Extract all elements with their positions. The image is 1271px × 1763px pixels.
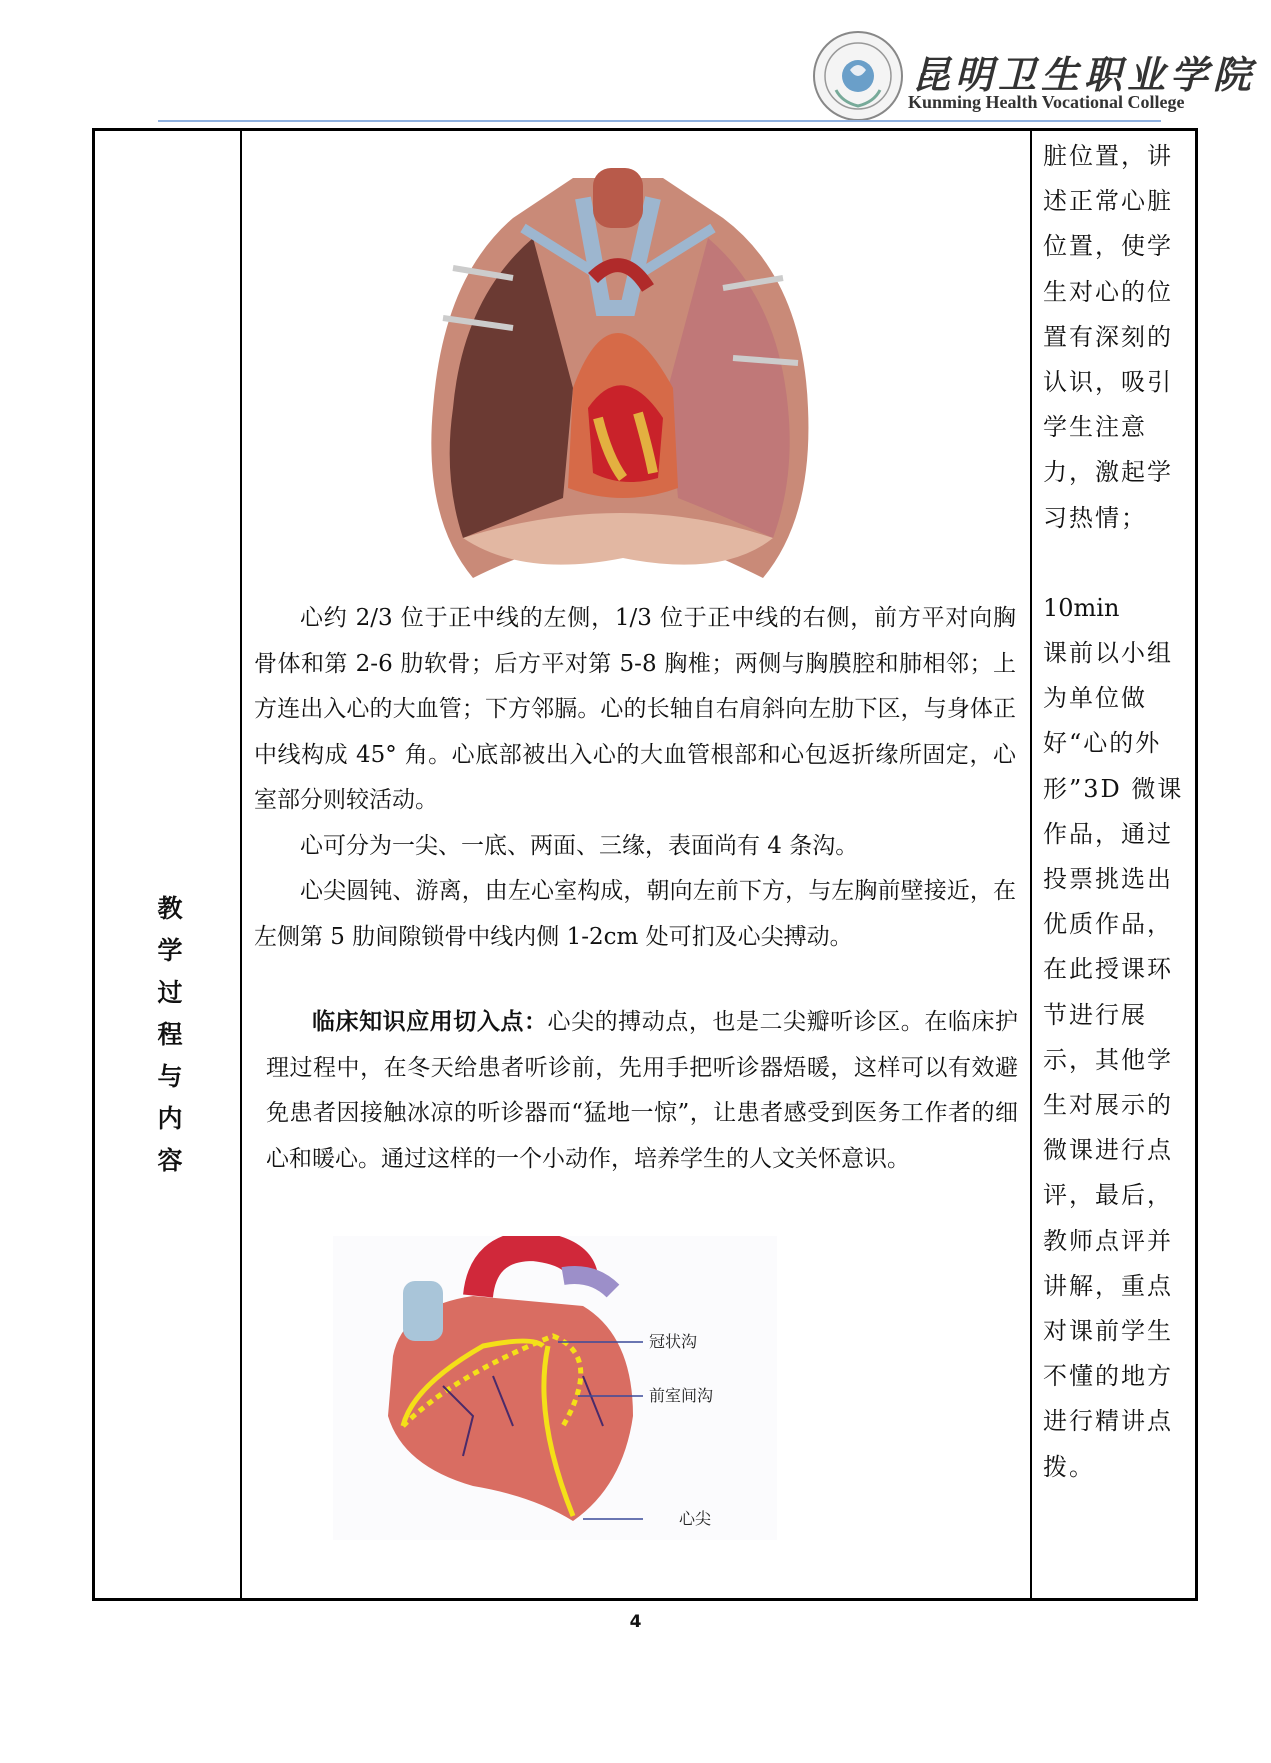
column-divider-right: [1030, 128, 1032, 1601]
paragraph-heart-structure: 心可分为一尖、一底、两面、三缘，表面尚有 4 条沟。: [300, 832, 859, 859]
college-name-en: Kunming Health Vocational College: [908, 92, 1185, 112]
paragraph-heart-apex: 心尖圆钝、游离，由左心室构成，朝向左前下方，与左胸前壁接近，在左侧第 5 肋间隙锁骨中线内侧 1-2cm 处可扪及心尖搏动。: [254, 878, 1016, 950]
section-label-char: 学: [157, 936, 183, 965]
paragraph-heart-position: 心约 2/3 位于正中线的左侧，1/3 位于正中线的右侧，前方平对向胸骨体和第 2-6 肋软骨；后方平对第 5-8 胸椎；两侧与胸膜腔和肺相邻；上方连出入心的大血管；下方邻膈。心的长轴自右肩斜向左肋下区，与身体正中线构成 45° 角。心底部被出入心的大血管根部和心包返折缘所固定，心室部分则较活动。: [254, 605, 1016, 813]
section-label-char: 过: [157, 978, 183, 1007]
main-content: [254, 596, 1016, 960]
note-time: 10min: [1043, 593, 1120, 622]
clinical-lead: 临床知识应用切入点：: [312, 1009, 548, 1035]
section-label: [152, 888, 188, 1182]
thorax-heart-illustration: [423, 158, 815, 590]
page-number: 4: [629, 1612, 642, 1632]
section-label-char: 容: [157, 1146, 183, 1175]
section-label-char: 程: [157, 1020, 183, 1049]
label-apex: 心尖: [679, 1509, 712, 1528]
label-coronary-sulcus: 冠状沟: [649, 1332, 698, 1351]
clinical-text: 心尖的搏动点，也是二尖瓣听诊区。在临床护理过程中，在冬天给患者听诊前，先用手把听诊器焐暖，这样可以有效避免患者因接触冰凉的听诊器而“猛地一惊”，让患者感受到医务工作者的细心和暖心。通过这样的一个小动作，培养学生的人文关怀意识。: [266, 1009, 1019, 1172]
section-label-char: 内: [157, 1104, 183, 1133]
heart-exterior-illustration: [333, 1236, 777, 1540]
college-logo: [812, 30, 904, 122]
teaching-notes: [1043, 134, 1189, 1490]
clinical-application: [266, 1000, 1018, 1182]
section-label-char: 教: [157, 894, 183, 923]
college-name-cn: 昆明卫生职业学院: [912, 52, 1257, 97]
column-divider-left: [240, 128, 242, 1601]
label-anterior-interventricular-groove: 前室间沟: [649, 1386, 714, 1405]
note-part2: 课前以小组为单位做好“心的外形”3D 微课作品，通过投票挑选出优质作品，在此授课环节进行展示，其他学生对展示的微课进行点评，最后，教师点评并讲解，重点对课前学生不懂的地方进行精讲点拨。: [1043, 639, 1184, 1481]
section-label-char: 与: [157, 1062, 183, 1091]
note-part1: 脏位置，讲述正常心脏位置，使学生对心的位置有深刻的认识，吸引学生注意力，激起学习热情；: [1043, 142, 1173, 532]
header-divider: [158, 120, 1161, 122]
